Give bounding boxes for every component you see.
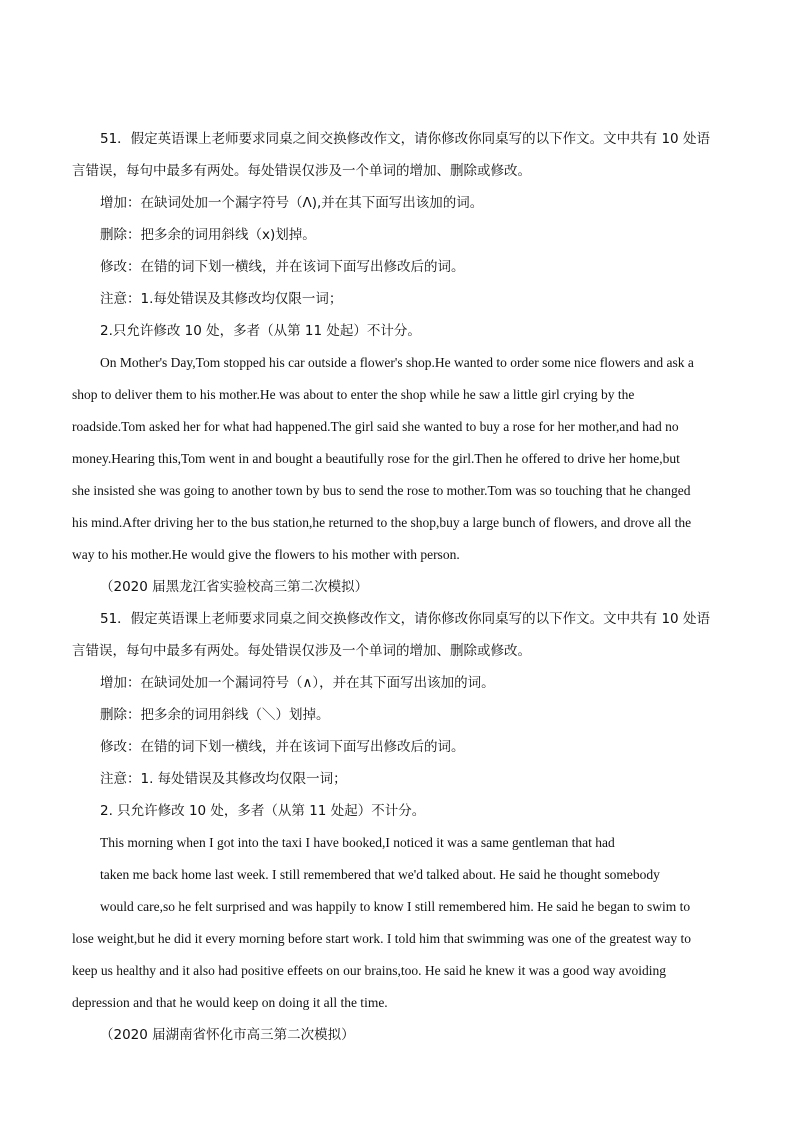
s1-passage-line: way to his mother.He would give the flowers to his mother with person. (72, 547, 460, 562)
s2-source: （2020 届湖南省怀化市高三第二次模拟） (100, 1027, 355, 1043)
s2-passage-line: This morning when I got into the taxi I have booked,I noticed it was a same gentleman that had (100, 835, 615, 850)
s1-note1: 注意：1.每处错误及其修改均仅限一词； (100, 291, 343, 307)
s2-note1: 注意：1. 每处错误及其修改均仅限一词； (100, 771, 347, 787)
s2-passage-line: keep us healthy and it also had positive effeets on our brains,too. He said he knew it was a good way avoiding (72, 963, 666, 978)
s2-passage-line: lose weight,but he did it every morning before start work. I told him that swimming was one of the greatest way to (72, 931, 691, 946)
s1-modify-rule: 修改：在错的词下划一横线，并在该词下面写出修改后的词。 (100, 259, 465, 275)
s2-note2: 2. 只允许修改 10 处，多者（从第 11 处起）不计分。 (100, 803, 426, 819)
s1-instruction-line2: 言错误，每句中最多有两处。每处错误仅涉及一个单词的增加、删除或修改。 (72, 163, 531, 179)
s1-note2: 2.只允许修改 10 处，多者（从第 11 处起）不计分。 (100, 323, 421, 339)
s1-passage-line: she insisted she was going to another town by bus to send the rose to mother.Tom was so touching that he changed (72, 483, 691, 498)
s2-add-rule: 增加：在缺词处加一个漏词符号（∧），并在其下面写出该加的词。 (100, 675, 495, 691)
s1-passage-line: shop to deliver them to his mother.He was about to enter the shop while he saw a little girl crying by the (72, 387, 635, 402)
s2-passage-line: would care,so he felt surprised and was happily to know I still remembered him. He said he began to swim to (100, 899, 691, 914)
s1-add-rule: 增加：在缺词处加一个漏字符号（Λ),并在其下面写出该加的词。 (100, 195, 484, 211)
s2-passage-line: depression and that he would keep on doing it all the time. (72, 995, 388, 1010)
s1-source: （2020 届黑龙江省实验校高三第二次模拟） (100, 579, 369, 595)
s1-passage-line: On Mother's Day,Tom stopped his car outside a flower's shop.He wanted to order some nice flowers and ask a (100, 355, 694, 370)
s1-passage-line: money.Hearing this,Tom went in and bought a beautifully rose for the girl.Then he offered to drive her home,but (72, 451, 680, 466)
s1-passage-line: his mind.After driving her to the bus station,he returned to the shop,buy a large bunch of flowers, and drove all the (72, 515, 692, 530)
s1-instruction-line1: 51．假定英语课上老师要求同桌之间交换修改作文，请你修改你同桌写的以下作文。文中共有 10 处语 (100, 131, 710, 147)
s2-delete-rule: 删除：把多余的词用斜线（＼）划掉。 (100, 707, 330, 723)
s2-instruction-line2: 言错误，每句中最多有两处。每处错误仅涉及一个单词的增加、删除或修改。 (72, 643, 531, 659)
s2-instruction-line1: 51．假定英语课上老师要求同桌之间交换修改作文，请你修改你同桌写的以下作文。文中共有 10 处语 (100, 611, 710, 627)
s1-delete-rule: 删除：把多余的词用斜线（x)划掉。 (100, 227, 316, 243)
s2-passage-line: taken me back home last week. I still remembered that we'd talked about. He said he thought somebody (100, 867, 660, 882)
s1-passage-line: roadside.Tom asked her for what had happened.The girl said she wanted to buy a rose for her mother,and had no (72, 419, 679, 434)
s2-modify-rule: 修改：在错的词下划一横线，并在该词下面写出修改后的词。 (100, 739, 465, 755)
